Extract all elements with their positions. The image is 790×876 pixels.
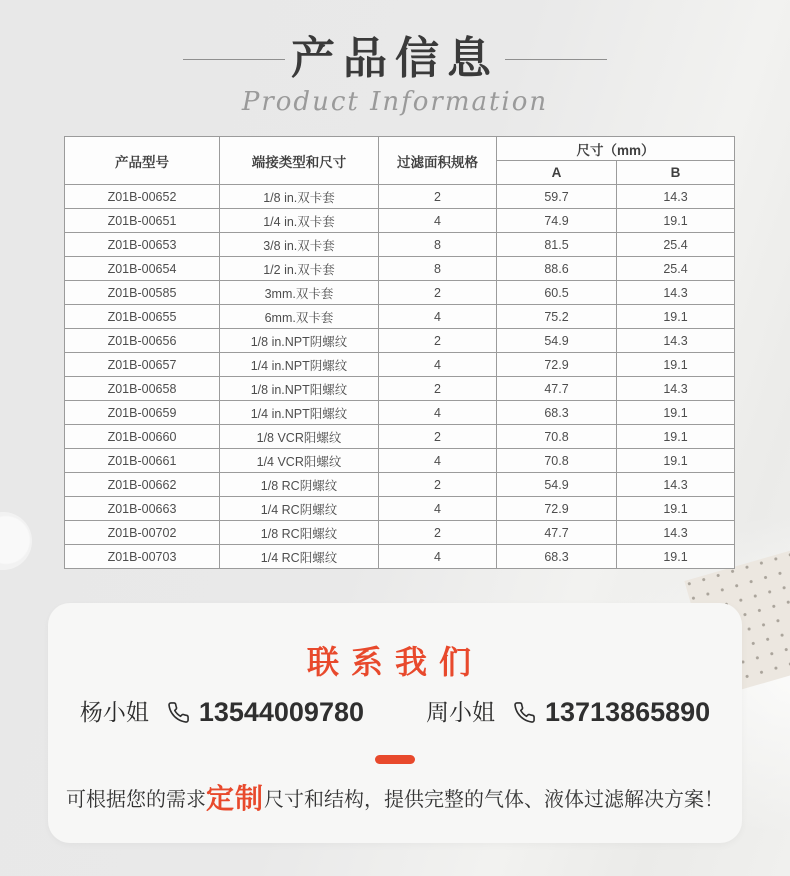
table-cell-a: 70.8 [497,425,617,449]
table-cell-termination: 1/4 RC阳螺纹 [220,545,379,569]
table-cell-a: 72.9 [497,353,617,377]
table-cell-a: 47.7 [497,377,617,401]
table-header [65,137,735,185]
table-cell-a: 75.2 [497,305,617,329]
table-body [65,185,735,569]
table-cell-model: Z01B-00662 [65,473,220,497]
table-cell-model: Z01B-00655 [65,305,220,329]
table-cell-model: Z01B-00585 [65,281,220,305]
table-cell-termination: 1/4 in.NPT阳螺纹 [220,401,379,425]
table-cell-termination: 1/8 in.NPT阳螺纹 [220,377,379,401]
table-cell-b: 14.3 [617,473,735,497]
table-cell-termination: 1/4 RC阴螺纹 [220,497,379,521]
table-row [65,281,735,305]
table-cell-a: 88.6 [497,257,617,281]
note-prefix: 可根据您的需求 [65,789,206,811]
table-cell-a: 72.9 [497,497,617,521]
table-row [65,377,735,401]
table-cell-b: 19.1 [617,545,735,569]
table-cell-termination: 1/8 RC阳螺纹 [220,521,379,545]
contact-person [426,697,710,727]
table-cell-termination: 1/2 in.双卡套 [220,257,379,281]
table-cell-a: 68.3 [497,401,617,425]
contact-name: 周小姐 [426,699,495,725]
table-cell-a: 60.5 [497,281,617,305]
table-cell-b: 25.4 [617,233,735,257]
table-cell-a: 54.9 [497,473,617,497]
table-cell-b: 14.3 [617,521,735,545]
table-cell-termination: 1/4 in.NPT阴螺纹 [220,353,379,377]
table-cell-area: 2 [379,425,497,449]
phone-receiver-icon [167,701,190,724]
table-cell-termination: 1/8 RC阴螺纹 [220,473,379,497]
table-cell-b: 19.1 [617,449,735,473]
table-row [65,233,735,257]
table-row [65,425,735,449]
table-cell-area: 4 [379,449,497,473]
circle-decoration [0,512,32,570]
table-row [65,305,735,329]
table-row [65,209,735,233]
contact-card [48,603,742,843]
table-cell-model: Z01B-00703 [65,545,220,569]
table-cell-area: 4 [379,545,497,569]
contact-phone-number: 13713865890 [545,697,711,727]
table-cell-area: 2 [379,377,497,401]
table-cell-area: 4 [379,497,497,521]
table-cell-b: 14.3 [617,185,735,209]
table-cell-model: Z01B-00653 [65,233,220,257]
table-cell-a: 70.8 [497,449,617,473]
table-cell-model: Z01B-00658 [65,377,220,401]
table-cell-model: Z01B-00659 [65,401,220,425]
table-cell-a: 81.5 [497,233,617,257]
table-cell-model: Z01B-00657 [65,353,220,377]
table-cell-model: Z01B-00702 [65,521,220,545]
table-row [65,185,735,209]
table-cell-a: 68.3 [497,545,617,569]
page-title: 产品信息 [291,34,499,83]
title-row [0,34,790,85]
table-cell-model: Z01B-00652 [65,185,220,209]
table-cell-a: 74.9 [497,209,617,233]
table-cell-a: 47.7 [497,521,617,545]
header [0,34,790,117]
table-cell-termination: 1/4 VCR阳螺纹 [220,449,379,473]
table-cell-model: Z01B-00660 [65,425,220,449]
table-cell-area: 2 [379,521,497,545]
table-cell-area: 2 [379,329,497,353]
table-row [65,449,735,473]
table-cell-termination: 6mm.双卡套 [220,305,379,329]
table-cell-termination: 3/8 in.双卡套 [220,233,379,257]
table-cell-termination: 1/4 in.双卡套 [220,209,379,233]
phone-receiver-icon [513,701,536,724]
product-spec-table [64,136,735,569]
table-cell-area: 2 [379,473,497,497]
table-cell-model: Z01B-00661 [65,449,220,473]
table-cell-b: 14.3 [617,377,735,401]
table-cell-b: 19.1 [617,425,735,449]
table-cell-b: 14.3 [617,281,735,305]
contact-title: 联系我们 [306,644,483,680]
table-cell-area: 2 [379,281,497,305]
header-dimensions-group: 尺寸（mm） [497,137,735,161]
contact-name: 杨小姐 [79,699,149,725]
note-suffix: 尺寸和结构，提供完整的气体、液体过滤解决方案！ [264,789,724,811]
header-dim-a: A [497,161,617,185]
table-row [65,545,735,569]
title-left-line [183,59,285,60]
table-cell-b: 19.1 [617,209,735,233]
table-cell-area: 4 [379,209,497,233]
table-row [65,353,735,377]
table-cell-termination: 1/8 in.双卡套 [220,185,379,209]
table-row [65,497,735,521]
table-cell-termination: 1/8 in.NPT阴螺纹 [220,329,379,353]
table-cell-termination: 1/8 VCR阳螺纹 [220,425,379,449]
header-model: 产品型号 [65,137,220,185]
title-right-line [505,59,607,60]
contact-row [48,697,742,727]
table-cell-area: 8 [379,233,497,257]
note-highlight: 定制 [205,783,264,814]
table-cell-b: 19.1 [617,401,735,425]
table-cell-area: 2 [379,185,497,209]
table-cell-area: 8 [379,257,497,281]
table-cell-model: Z01B-00654 [65,257,220,281]
header-dim-b: B [617,161,735,185]
table-cell-a: 59.7 [497,185,617,209]
header-termination: 端接类型和尺寸 [220,137,379,185]
table-cell-area: 4 [379,353,497,377]
table-cell-model: Z01B-00656 [65,329,220,353]
table-cell-a: 54.9 [497,329,617,353]
table-row [65,329,735,353]
table-row [65,257,735,281]
table-cell-b: 19.1 [617,497,735,521]
table-cell-b: 19.1 [617,353,735,377]
table-cell-model: Z01B-00651 [65,209,220,233]
table-row [65,521,735,545]
table-cell-area: 4 [379,305,497,329]
table-cell-b: 19.1 [617,305,735,329]
table-cell-termination: 3mm.双卡套 [220,281,379,305]
contact-phone-number: 13544009780 [198,697,364,727]
table-row [65,401,735,425]
customization-note [48,783,742,816]
table-cell-b: 25.4 [617,257,735,281]
header-filter-area: 过滤面积规格 [379,137,497,185]
page-subtitle: Product Information [241,86,549,117]
red-divider [375,755,415,764]
table-cell-area: 4 [379,401,497,425]
table-cell-b: 14.3 [617,329,735,353]
contact-person [80,697,364,727]
table-cell-model: Z01B-00663 [65,497,220,521]
table-row [65,473,735,497]
